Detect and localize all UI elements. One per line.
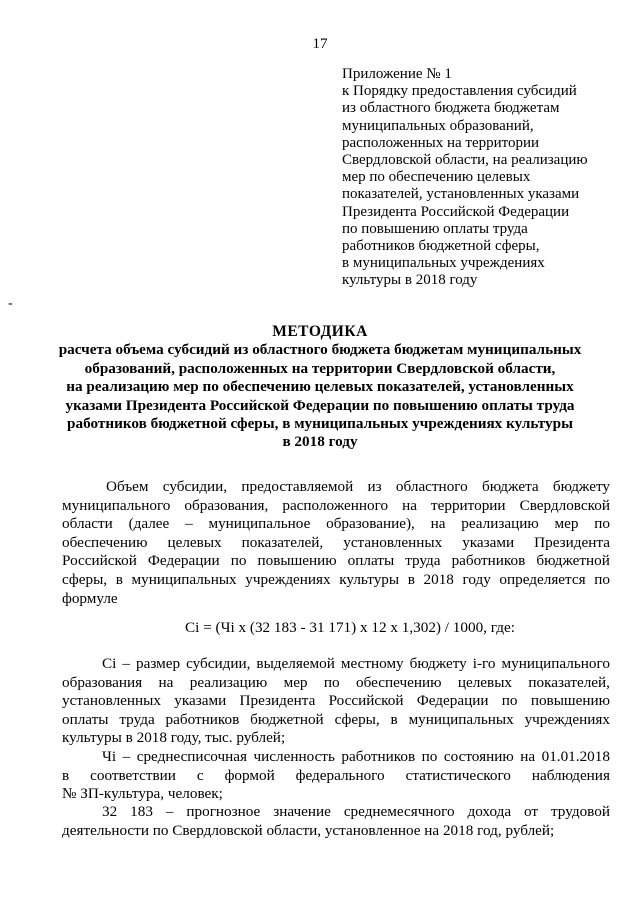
appendix-line: к Порядку предоставления субсидий: [342, 83, 577, 100]
paragraph-line: обеспечению целевых показателей, установленных указами Президента: [62, 533, 610, 551]
appendix-line: Президента Российской Федерации: [342, 203, 570, 220]
document-title: [0, 323, 640, 452]
appendix-line: по повышению оплаты труда: [342, 220, 528, 237]
paragraph-line: области (далее – муниципальное образование), на реализацию мер по: [62, 515, 610, 533]
title-line: указами Президента Российской Федерации по повышению оплаты труда: [65, 396, 575, 414]
definition-ci: [62, 655, 610, 748]
paragraph-line: формуле: [62, 589, 118, 607]
title-line: в 2018 году: [282, 433, 358, 451]
margin-mark: -: [8, 296, 13, 311]
paragraph-line: 32 183 – прогнозное значение среднемесячного дохода от трудовой: [102, 803, 610, 820]
appendix-line: в муниципальных учреждениях: [342, 255, 545, 272]
paragraph-line: Объем субсидии, предоставляемой из областного бюджета бюджету: [106, 478, 610, 495]
appendix-line: показателей, установленных указами: [342, 186, 580, 203]
title-line: образований, расположенных на территории Свердловской области,: [84, 359, 556, 377]
paragraph-line: Чi – среднесписочная численность работников по состоянию на 01.01.2018: [102, 748, 610, 765]
paragraph-line: сферы, в муниципальных учреждениях культуры в 2018 году определяется по: [62, 570, 610, 588]
appendix-line: Свердловской области, на реализацию: [342, 152, 588, 169]
appendix-line: культуры в 2018 году: [342, 272, 478, 289]
appendix-line: из областного бюджета бюджетам: [342, 100, 560, 117]
paragraph-line: № ЗП-культура, человек;: [62, 785, 223, 803]
paragraph-line: Сi – размер субсидии, выделяемой местному бюджету i-го муниципального: [102, 655, 610, 672]
paragraph-line: муниципального образования, расположенного на территории Свердловской: [62, 496, 610, 514]
definition-chi: [62, 748, 610, 804]
appendix-line: Приложение № 1: [342, 66, 452, 82]
title-line: на реализацию мер по обеспечению целевых показателей, установленных: [66, 378, 574, 396]
appendix-line: муниципальных образований,: [342, 117, 534, 134]
paragraph-line: культуры в 2018 году, тыс. рублей;: [62, 729, 286, 747]
page-number: 17: [312, 36, 328, 52]
appendix-line: работников бюджетной сферы,: [342, 238, 540, 255]
paragraph-line: деятельности по Свердловской области, установленное на 2018 год, рублей;: [62, 821, 555, 839]
appendix-line: мер по обеспечению целевых: [342, 169, 531, 186]
paragraph-line: образования на реализацию мер по обеспечению целевых показателей,: [62, 673, 610, 691]
formula: Сi = (Чi x (32 183 - 31 171) x 12 x 1,302) / 1000, где:: [185, 619, 515, 636]
appendix-line: расположенных на территории: [342, 134, 540, 151]
title-line: работников бюджетной сферы, в муниципальных учреждениях культуры: [67, 415, 573, 433]
paragraph-intro: [62, 478, 610, 608]
paragraph-line: в соответствии с формой федерального статистического наблюдения: [62, 766, 610, 784]
title-line: расчета объема субсидий из областного бюджета бюджетам муниципальных: [58, 341, 582, 359]
definition-32183: [62, 803, 610, 840]
appendix-header: [342, 66, 632, 290]
paragraph-line: оплаты труда работников бюджетной сферы, в муниципальных учреждениях: [62, 710, 610, 728]
paragraph-line: Российской Федерации по повышению оплаты труда работников бюджетной: [62, 552, 610, 570]
title-heading: МЕТОДИКА: [272, 323, 368, 340]
paragraph-line: установленных указами Президента Российской Федерации по повышению: [62, 692, 610, 710]
